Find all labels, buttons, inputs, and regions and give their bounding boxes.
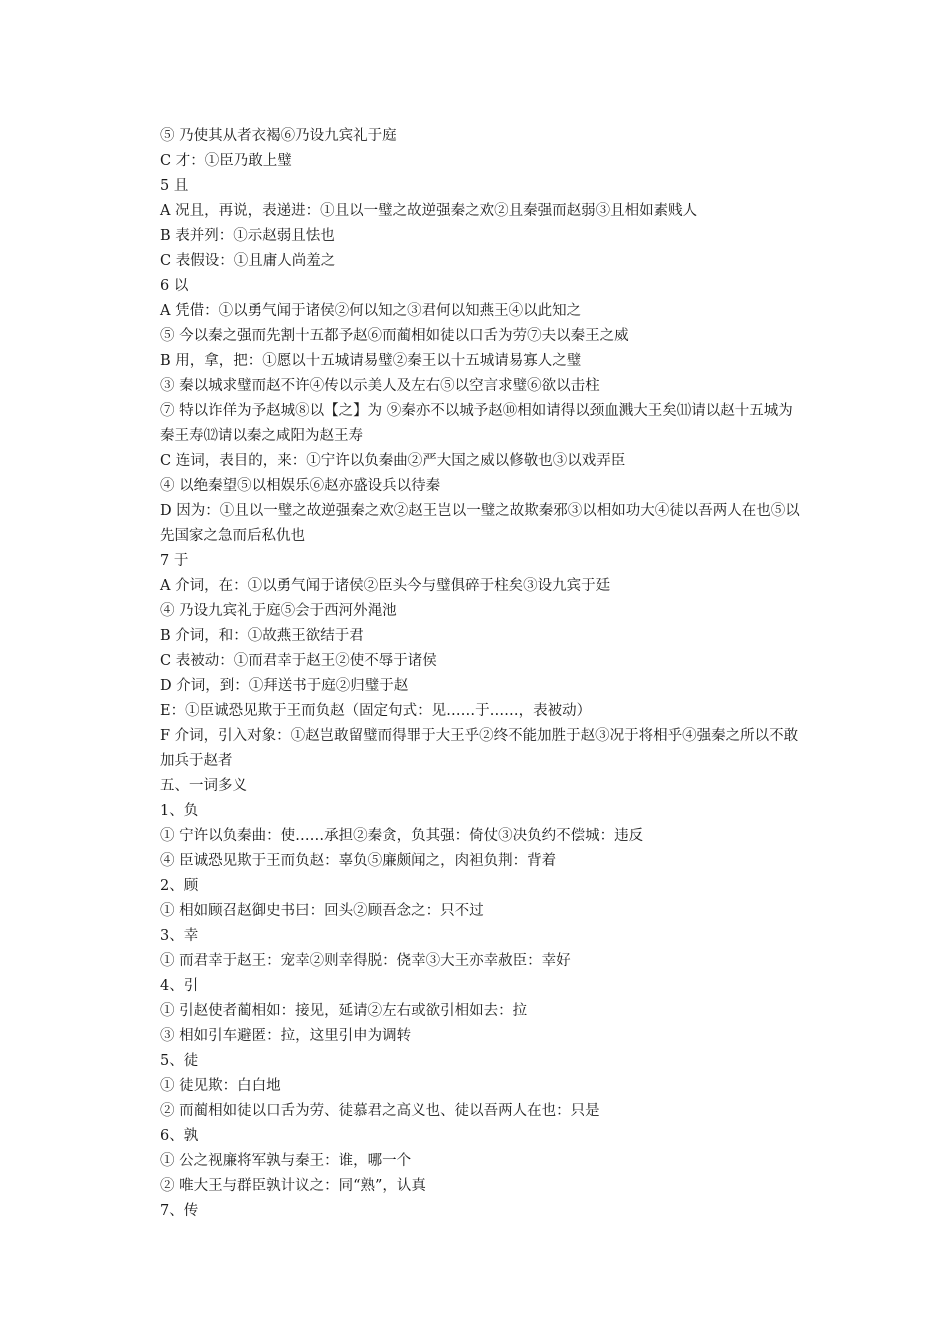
text-line: A 凭借：①以勇气闻于诸侯②何以知之③君何以知燕王④以此知之 [160,303,582,319]
text-line: ② 唯大王与群臣孰计议之：同“熟”，认真 [160,1178,426,1194]
section-heading: 5 且 [160,178,189,194]
section-heading: 1、负 [160,803,199,819]
text-line: B 介词，和：①故燕王欲结于君 [160,628,364,644]
text-line: ⑤ 乃使其从者衣褐⑥乃设九宾礼于庭 [160,128,397,144]
section-heading: 7、传 [160,1203,199,1219]
text-line: C 表假设：①且庸人尚羞之 [160,253,336,269]
text-paragraph: ⑦ 特以诈佯为予赵城⑧以【之】为 ⑨秦亦不以城予赵⑩相如请得以颈血溅大王矣⑾请以赵十五城为秦王寿⑿请以秦之咸阳为赵王寿 [160,403,793,444]
text-line: ① 相如顾召赵御史书曰：回头②顾吾念之：只不过 [160,903,484,919]
text-line: E：①臣诚恐见欺于王而负赵（固定句式：见……于……，表被动） [160,703,592,719]
section-heading: 7 于 [160,553,189,569]
text-line: B 用，拿，把：①愿以十五城请易璧②秦王以十五城请易寡人之璧 [160,353,582,369]
text-line: ③ 相如引车避匿：拉，这里引申为调转 [160,1028,412,1044]
document-body [145,124,800,1224]
section-heading: 4、引 [160,978,199,994]
text-line: ④ 乃设九宾礼于庭⑤会于西河外渑池 [160,603,397,619]
text-line: ③ 秦以城求璧而赵不许④传以示美人及左右⑤以空言求璧⑥欲以击柱 [160,378,600,394]
text-line: B 表并列：①示赵弱且怯也 [160,228,335,244]
text-line: ④ 以绝秦望⑤以相娱乐⑥赵亦盛设兵以待秦 [160,478,441,494]
text-line: ① 公之视廉将军孰与秦王：谁，哪一个 [160,1153,412,1169]
text-line: ① 徒见欺：白白地 [160,1078,281,1094]
text-line: D 介词，到：①拜送书于庭②归璧于赵 [160,678,409,694]
section-heading: 3、幸 [160,928,199,944]
section-heading: 6 以 [160,278,189,294]
text-line: C 连词，表目的，来：①宁许以负秦曲②严大国之威以修敬也③以戏弄臣 [160,453,626,469]
chapter-heading: 五、一词多义 [160,778,247,794]
section-heading: 6、孰 [160,1128,199,1144]
text-line: C 才：①臣乃敢上璧 [160,153,292,169]
text-line: ① 而君幸于赵王：宠幸②则幸得脱：侥幸③大王亦幸赦臣：幸好 [160,953,571,969]
text-line: ⑤ 今以秦之强而先割十五都予赵⑥而蔺相如徒以口舌为劳⑦夫以秦王之威 [160,328,629,344]
text-line: A 介词，在：①以勇气闻于诸侯②臣头今与璧俱碎于柱矣③设九宾于廷 [160,578,611,594]
text-line: ① 宁许以负秦曲：使……承担②秦贪，负其强：倚仗③决负约不偿城：违反 [160,828,644,844]
text-line: A 况且，再说，表递进：①且以一璧之故逆强秦之欢②且秦强而赵弱③且相如素贱人 [160,203,698,219]
text-line: C 表被动：①而君幸于赵王②使不辱于诸侯 [160,653,437,669]
text-paragraph: F 介词，引入对象：①赵岂敢留璧而得罪于大王乎②终不能加胜于赵③况于将相乎④强秦之所以不敢加兵于赵者 [160,728,799,769]
text-line: ④ 臣诚恐见欺于王而负赵：辜负⑤廉颇闻之，肉袒负荆：背着 [160,853,557,869]
text-line: ② 而蔺相如徒以口舌为劳、徒慕君之高义也、徒以吾两人在也：只是 [160,1103,600,1119]
section-heading: 5、徒 [160,1053,199,1069]
section-heading: 2、顾 [160,878,199,894]
text-paragraph: D 因为：①且以一璧之故逆强秦之欢②赵王岂以一璧之故欺秦邪③以相如功大④徒以吾两人在也⑤以先国家之急而后私仇也 [160,503,800,544]
text-line: ① 引赵使者蔺相如：接见，延请②左右或欲引相如去：拉 [160,1003,528,1019]
